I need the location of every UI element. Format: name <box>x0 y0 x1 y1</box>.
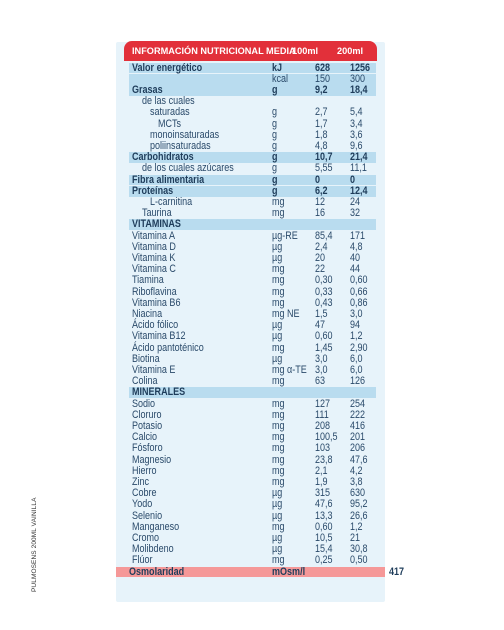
value-200ml: 26,6 <box>350 509 368 522</box>
value-100ml: 4,8 <box>315 139 328 152</box>
nutrient-name: Vitamina K <box>132 251 176 264</box>
nutrient-name: Ácido fólico <box>132 319 179 332</box>
nutrient-unit: g <box>272 173 278 186</box>
nutrient-unit: mg <box>272 341 285 354</box>
nutrient-name: Riboflavina <box>132 285 177 298</box>
table-row <box>129 455 376 466</box>
nutrient-name: de los cuales azúcares <box>142 162 234 175</box>
value-200ml: 1,2 <box>350 520 363 533</box>
value-200ml: 3,0 <box>350 307 363 320</box>
nutrient-unit: µg <box>272 531 283 544</box>
nutrient-unit: mg <box>272 397 285 410</box>
nutrient-name: Vitamina A <box>132 229 175 242</box>
nutrient-unit: kJ <box>272 61 283 74</box>
nutrient-name: Tiamina <box>132 274 164 287</box>
table-row <box>129 421 376 432</box>
value-200ml: 416 <box>350 419 366 432</box>
nutrient-unit: mg <box>272 464 285 477</box>
value-200ml: 9,6 <box>350 139 363 152</box>
nutrient-unit: µg <box>272 251 283 264</box>
nutrient-name: Fibra alimentaria <box>132 173 205 186</box>
nutrient-unit: mg α-TE <box>272 363 307 376</box>
nutrient-name: Osmolaridad <box>129 565 185 578</box>
nutrient-name: Potasio <box>132 419 163 432</box>
nutrient-unit: mOsm/l <box>272 565 306 578</box>
nutrient-name: Biotina <box>132 352 160 365</box>
nutrient-unit: g <box>272 139 278 152</box>
nutrient-name: MCTs <box>158 117 182 130</box>
value-100ml: 63 <box>315 375 326 388</box>
table-row <box>129 432 376 443</box>
nutrient-name: L-carnitina <box>150 195 193 208</box>
value-200ml: 6,0 <box>350 352 363 365</box>
value-200ml: 3,8 <box>350 475 363 488</box>
nutrient-unit: µg-RE <box>272 229 298 242</box>
value-100ml: 628 <box>315 61 331 74</box>
table-row <box>129 298 376 309</box>
value-200ml: 3,6 <box>350 128 363 141</box>
value-200ml: 3,4 <box>350 117 363 130</box>
nutrient-unit: mg <box>272 554 285 567</box>
nutrient-name: Fósforo <box>132 442 163 455</box>
table-row <box>129 499 376 510</box>
value-100ml: 0,33 <box>315 285 333 298</box>
value-100ml: 127 <box>315 397 331 410</box>
value-100ml: 2,4 <box>315 240 328 253</box>
nutrient-unit: mg <box>272 195 285 208</box>
table-row <box>129 264 376 275</box>
table-row <box>129 477 376 488</box>
nutrient-name: Vitamina E <box>132 363 176 376</box>
value-200ml: 201 <box>350 431 366 444</box>
value-100ml: 103 <box>315 442 331 455</box>
side-label: PULMOSENS 200ML VAINILLA <box>31 497 38 592</box>
header-col-200ml: 200ml <box>337 46 364 56</box>
nutrient-name: Manganeso <box>132 520 180 533</box>
nutrient-unit: µg <box>272 543 283 556</box>
value-100ml: 20 <box>315 251 326 264</box>
nutrient-name: MINERALES <box>132 386 186 399</box>
nutrient-unit: g <box>272 151 278 164</box>
value-100ml: 1,45 <box>315 341 333 354</box>
value-100ml: 10,7 <box>315 151 333 164</box>
table-row <box>129 387 376 398</box>
header-col-100ml: 100ml <box>292 46 319 56</box>
value-100ml: 1,5 <box>315 307 328 320</box>
nutrient-unit: mg <box>272 285 285 298</box>
nutrient-name: monoinsaturadas <box>150 128 220 141</box>
nutrient-unit: mg <box>272 520 285 533</box>
value-200ml: 0,50 <box>350 554 368 567</box>
nutrient-unit: mg NE <box>272 307 300 320</box>
value-200ml: 6,0 <box>350 363 363 376</box>
nutrient-unit: mg <box>272 296 285 309</box>
value-200ml: 254 <box>350 397 366 410</box>
nutrient-name: Sodio <box>132 397 156 410</box>
nutrient-unit: µg <box>272 487 283 500</box>
value-200ml: 1256 <box>350 61 371 74</box>
nutrient-name: Selenio <box>132 509 163 522</box>
nutrient-name: Niacina <box>132 307 163 320</box>
table-row <box>129 410 376 421</box>
table-row <box>129 63 376 74</box>
nutrient-unit: g <box>272 184 278 197</box>
nutrient-name: Vitamina B6 <box>132 296 181 309</box>
value-200ml: 95,2 <box>350 498 368 511</box>
table-header <box>124 41 377 61</box>
nutrient-name: de las cuales <box>142 95 195 108</box>
nutrient-unit: µg <box>272 498 283 511</box>
table-row <box>129 522 376 533</box>
value-100ml: 12 <box>315 195 326 208</box>
value-100ml: 0,43 <box>315 296 333 309</box>
nutrient-name: Magnesio <box>132 453 172 466</box>
value-200ml: 630 <box>350 487 366 500</box>
value-200ml: 30,8 <box>350 543 368 556</box>
value-100ml: 15,4 <box>315 543 333 556</box>
value-200ml: 171 <box>350 229 366 242</box>
value-100ml: 9,2 <box>315 83 328 96</box>
value-200ml: 0 <box>350 173 356 186</box>
value-200ml: 24 <box>350 195 361 208</box>
value-100ml: 3,0 <box>315 352 328 365</box>
value-100ml: 1,8 <box>315 128 328 141</box>
value-200ml: 44 <box>350 263 361 276</box>
nutrient-name: Zinc <box>132 475 150 488</box>
value-200ml: 0,60 <box>350 274 368 287</box>
nutrient-name: Flúor <box>132 554 153 567</box>
nutrient-name: Cromo <box>132 531 160 544</box>
value-100ml: 111 <box>315 408 329 421</box>
nutrient-name: Calcio <box>132 431 158 444</box>
value-100ml: 100,5 <box>315 431 338 444</box>
nutrient-unit: µg <box>272 319 283 332</box>
value-200ml: 0,86 <box>350 296 368 309</box>
nutrient-name: Molibdeno <box>132 543 174 556</box>
nutrient-unit: mg <box>272 453 285 466</box>
table-row <box>129 399 376 410</box>
nutrient-unit: µg <box>272 509 283 522</box>
nutrient-name: Carbohidratos <box>132 151 194 164</box>
value-200ml: 5,4 <box>350 106 363 119</box>
value-100ml: 10,5 <box>315 531 333 544</box>
nutrient-name: Vitamina D <box>132 240 176 253</box>
value-200ml: 21 <box>350 531 361 544</box>
value-100ml: 2,1 <box>315 464 328 477</box>
nutrient-unit: g <box>272 162 278 175</box>
nutrient-name: saturadas <box>150 106 190 119</box>
value-200ml: 206 <box>350 442 366 455</box>
table-row <box>129 365 376 376</box>
value-100ml: 23,8 <box>315 453 333 466</box>
nutrient-name: Colina <box>132 375 158 388</box>
nutrient-name: Ácido pantoténico <box>132 341 204 354</box>
value-100ml: 0 <box>315 173 321 186</box>
value-200ml: 94 <box>350 319 361 332</box>
nutrient-unit: µg <box>272 240 283 253</box>
nutrient-name: VITAMINAS <box>132 218 181 231</box>
value-200ml: 4,2 <box>350 464 363 477</box>
value-200ml: 0,66 <box>350 285 368 298</box>
nutrient-name: Taurina <box>142 207 172 220</box>
table-row <box>129 544 376 555</box>
nutrient-name: Vitamina B12 <box>132 330 186 343</box>
nutrient-name: Proteínas <box>132 184 174 197</box>
nutrient-unit: mg <box>272 274 285 287</box>
nutrient-unit: mg <box>272 419 285 432</box>
value-100ml: 315 <box>315 487 331 500</box>
nutrient-unit: mg <box>272 431 285 444</box>
nutrient-unit: mg <box>272 375 285 388</box>
value-100ml: 0,30 <box>315 274 333 287</box>
table-row <box>129 343 376 354</box>
nutrient-unit: mg <box>272 475 285 488</box>
value-200ml: 11,1 <box>350 162 367 175</box>
value-100ml: 0,25 <box>315 554 333 567</box>
nutrient-name: Grasas <box>132 83 163 96</box>
value-200ml: 2,90 <box>350 341 368 354</box>
value-100ml: 1,7 <box>315 117 328 130</box>
value-100ml: 6,2 <box>315 184 328 197</box>
nutrient-unit: mg <box>272 442 285 455</box>
nutrient-unit: µg <box>272 330 283 343</box>
value-100ml: 16 <box>315 207 326 220</box>
value-100ml: 0,60 <box>315 330 333 343</box>
value-200ml: 32 <box>350 207 361 220</box>
nutrient-name: poliinsaturadas <box>150 139 211 152</box>
value-100ml: 1,9 <box>315 475 328 488</box>
nutrient-name: Cobre <box>132 487 157 500</box>
value-100ml: 3,0 <box>315 363 328 376</box>
value-200ml: 21,4 <box>350 151 368 164</box>
value-100ml: 85,4 <box>315 229 333 242</box>
nutrient-unit: mg <box>272 408 285 421</box>
value-100ml: 2,7 <box>315 106 328 119</box>
value-200ml: 300 <box>350 72 366 85</box>
table-row <box>129 466 376 477</box>
value-200ml: 222 <box>350 408 366 421</box>
nutrient-unit: mg <box>272 263 285 276</box>
value-100ml: 5,55 <box>315 162 333 175</box>
nutrient-unit: g <box>272 106 278 119</box>
nutrient-unit: µg <box>272 352 283 365</box>
nutrient-name: Cloruro <box>132 408 162 421</box>
value-200ml: 18,4 <box>350 83 368 96</box>
table-row <box>129 74 376 85</box>
value-200ml: 126 <box>350 375 366 388</box>
value-200ml: 40 <box>350 251 361 264</box>
value-100ml: 13,3 <box>315 509 333 522</box>
header-title: INFORMACIÓN NUTRICIONAL MEDIA <box>132 46 296 56</box>
nutrient-unit: g <box>272 117 278 130</box>
value-100ml: 208 <box>315 419 331 432</box>
value-100ml: 22 <box>315 263 326 276</box>
value-100ml: 0,60 <box>315 520 333 533</box>
nutrient-name: Yodo <box>132 498 153 511</box>
value-200ml: 1,2 <box>350 330 363 343</box>
nutrient-name: Valor energético <box>132 61 203 74</box>
table-row <box>129 488 376 499</box>
nutrient-unit: kcal <box>272 72 289 85</box>
nutrient-unit: mg <box>272 207 285 220</box>
value-200ml: 4,8 <box>350 240 363 253</box>
nutrient-unit: g <box>272 128 278 141</box>
table-row <box>116 565 405 578</box>
nutrient-name: Vitamina C <box>132 263 176 276</box>
value-200ml: 417 <box>389 565 405 578</box>
value-100ml: 47,6 <box>315 498 333 511</box>
value-200ml: 47,6 <box>350 453 368 466</box>
value-200ml: 12,4 <box>350 184 368 197</box>
value-100ml: 150 <box>315 72 331 85</box>
nutrient-name: Hierro <box>132 464 157 477</box>
nutrient-unit: g <box>272 83 278 96</box>
value-100ml: 47 <box>315 319 326 332</box>
